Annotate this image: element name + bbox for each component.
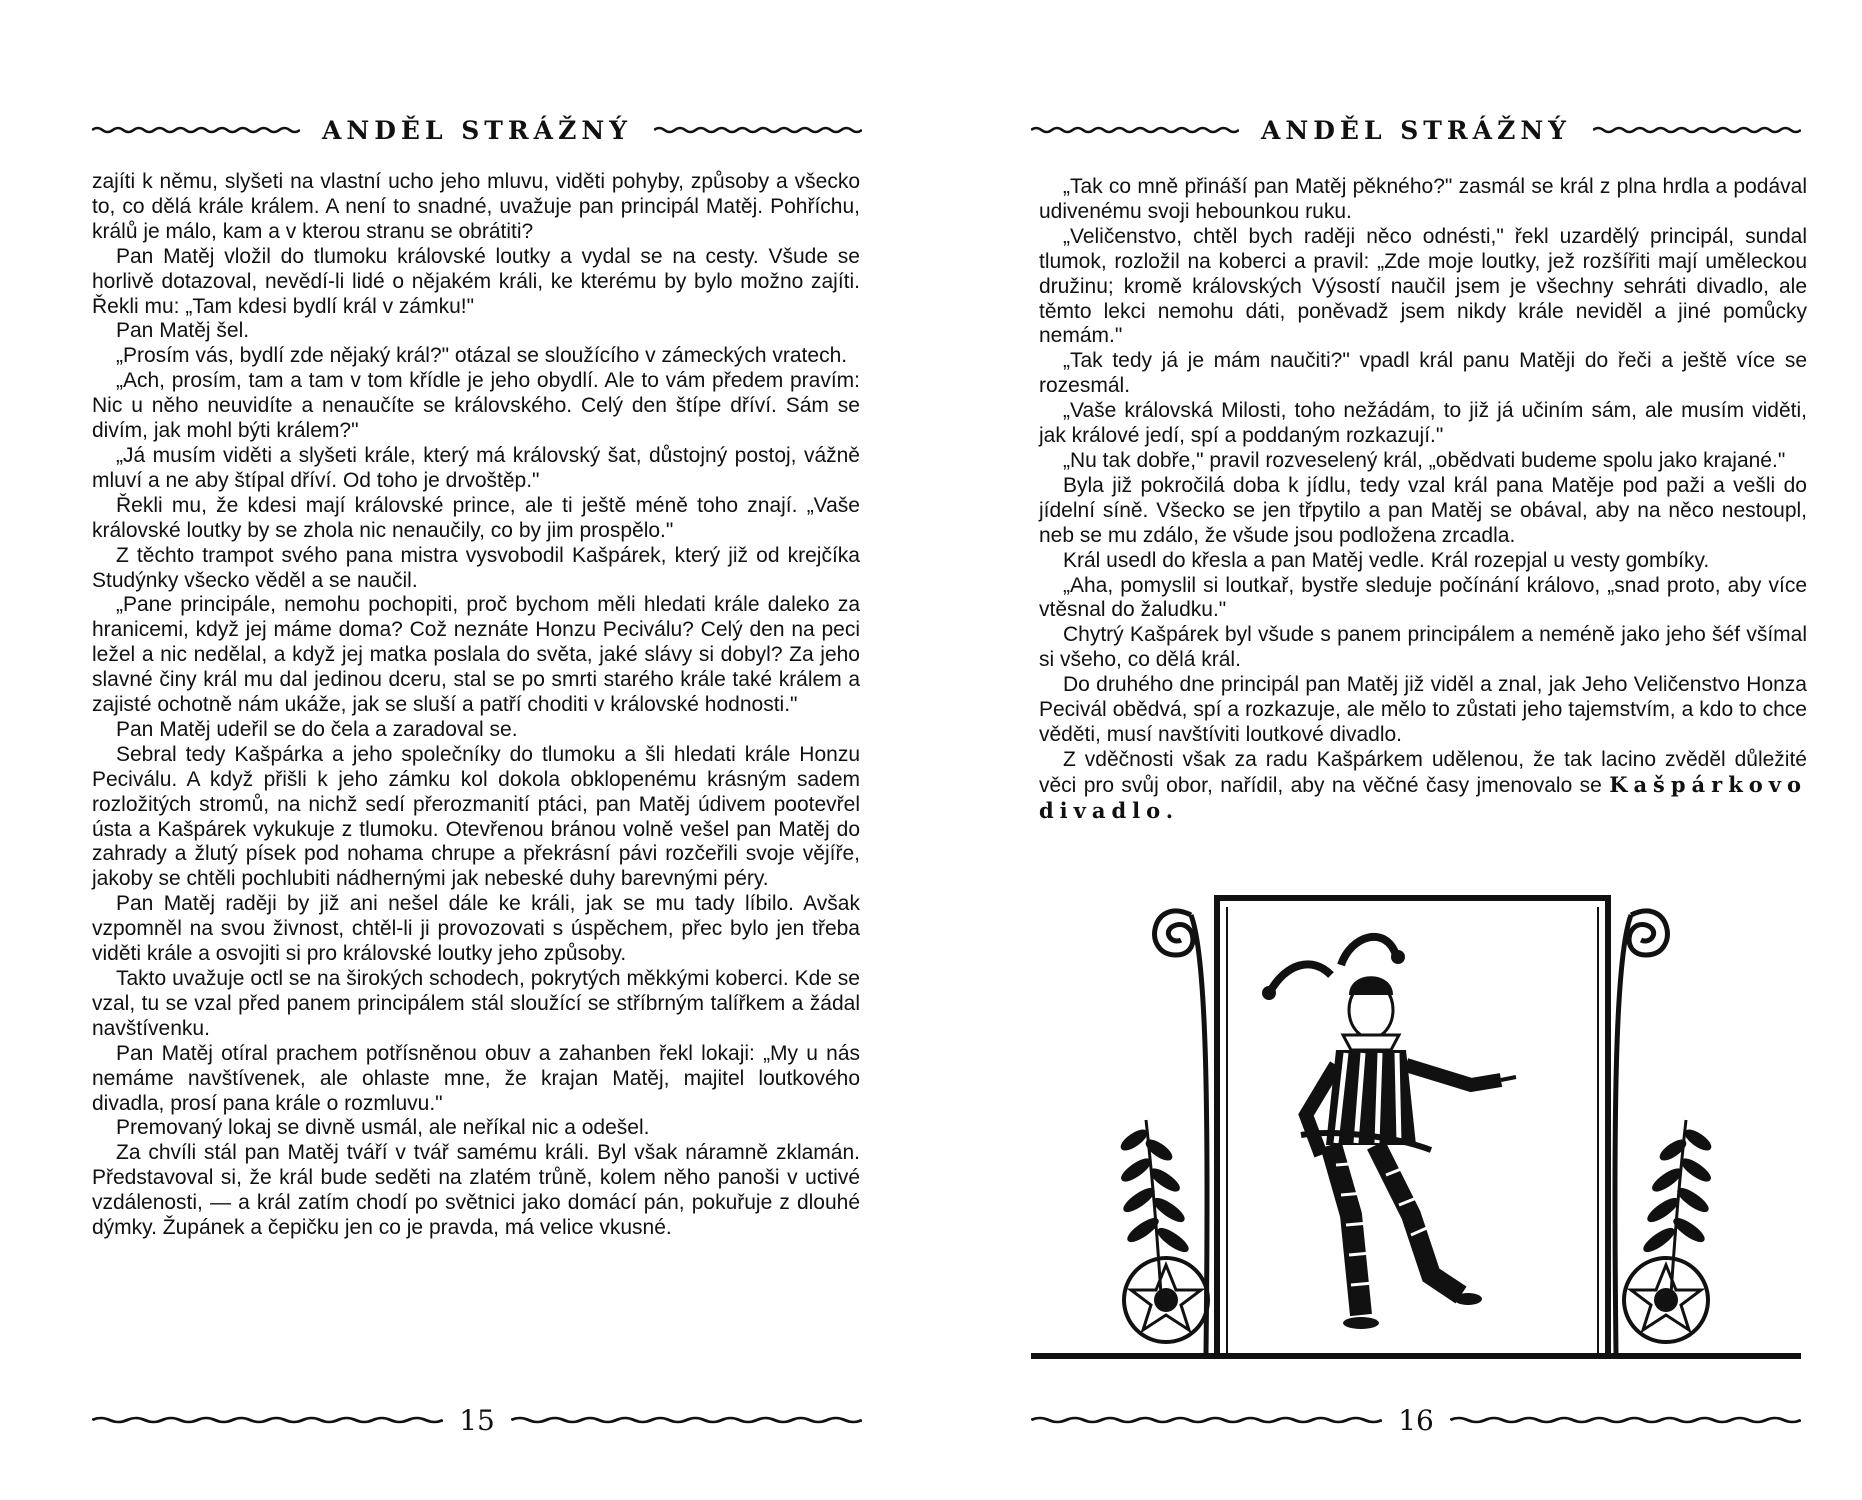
paragraph: Král usedl do křesla a pan Matěj vedle. Král rozepjal u vesty gombíky. [1063, 548, 1710, 572]
jester-figure [1262, 937, 1516, 1329]
paragraph: Pan Matěj vložil do tlumoku královské loutky a vydal se na cesty. Všude se horlivě dotazoval, nevědí-li lidé o nějakém králi, ke kterému by bylo možno zajíti. Řekli mu: „Tam kdesi bydlí král v zámku!" [92, 244, 860, 318]
paragraph: Z těchto trampot svého pana mistra vysvobodil Kašpárek, který již od krejčíka Studýnky všecko věděl a se naučil. [92, 543, 860, 592]
paragraph: Chytrý Kašpárek byl všude s panem principálem a neméně jako jeho šéf všímal si všeho, co dělá král. [1039, 623, 1807, 672]
ornament-rule [1031, 126, 1239, 134]
paragraph: „Veličenstvo, chtěl bych raději něco odnésti," řekl uzardělý principál, sundal tlumok, rozložil na koberci a pravil: „Zde moje loutky, jež rozšířiti mají uměleckou družinu; kromě královských Výsostí naučil jsem je všechny sehráti divadlo, ale těmto lekci nemohu dáti, poněvadž jsem nikdy krále neviděl a jiné pomůcky nemám." [1039, 224, 1807, 348]
paragraph: „Pane principále, nemohu pochopiti, proč bychom měli hledati krále daleko za hranicemi, když jej máme doma? Což neznáte Honzu Peciválu? Celý den na peci ležel a nic nedělal, a když jej matka poslala do světa, jaké slávy si dobyl? Za jeho slavné činy král mu dal jedinou dceru, stal se po smrti starého krále také králem a zajisté ochotně nám ukáže, jak se sluší a patří choditi v královské hodnosti." [92, 593, 860, 717]
ornament-rule [1593, 126, 1801, 134]
paragraph: „Prosím vás, bydlí zde nějaký král?" otázal se sloužícího v zámeckých vratech. [116, 344, 848, 368]
ornament-rule [1031, 1416, 1382, 1424]
paragraph-final [1039, 748, 1807, 825]
ornament-rule [92, 126, 300, 134]
right-body-text [1039, 175, 1807, 825]
left-body-text [92, 170, 860, 1241]
ornament-rule [654, 126, 862, 134]
footer-left [92, 1400, 862, 1440]
paragraph: „Aha, pomyslil si loutkař, bystře sleduje počínání královo, „snad proto, aby více vtěsnal do žaludku." [1039, 573, 1807, 622]
ornament-rule [511, 1416, 862, 1424]
paragraph: Pan Matěj otíral prachem potřísněnou obuv a zahanben řekl lokaji: „My u nás nemáme navštívenek, ale ohlaste mne, že krajan Matěj, majitel loutkového divadla, prosí pana krále o rozmluvu." [92, 1041, 860, 1115]
ornament-rule [1450, 1416, 1801, 1424]
paragraph: Byla již pokročilá doba k jídlu, tedy vzal král pana Matěje pod paži a vešli do jídelní síně. Všecko se jen třpytilo a pan Matěj se obával, aby na něco nestoupl, neb se mu zdálo, že všude jsou podložena zrcadla. [1039, 473, 1807, 547]
page-number: 15 [459, 1403, 495, 1437]
paragraph: „Ach, prosím, tam a tam v tom křídle je jeho obydlí. Ale to vám předem pravím: Nic u něho neuvidíte a nenaučíte se královského. Celý den štípe dříví. Sám se divím, jak mohl býti králem?" [92, 369, 860, 443]
paragraph: zajíti k němu, slyšeti na vlastní ucho jeho mluvu, viděti pohyby, způsoby a všecko to, co dělá krále králem. A není to snadné, uvažuje pan principál Matěj. Pohříchu, králů je málo, kam a v kterou stranu se obrátiti? [92, 170, 860, 243]
paragraph: Pan Matěj udeřil se do čela a zaradoval se. [116, 717, 518, 741]
spaced-ending: Kašpárkovo divadlo. [1039, 771, 1807, 823]
paragraph: „Vaše královská Milosti, toho nežádám, to již já učiním sám, ale musím viděti, jak králové jedí, spí a poddaným rozkazují." [1039, 399, 1807, 448]
paragraph: Pan Matěj raději by již ani nešel dále ke králi, jak se mu tady líbilo. Avšak vzpomněl na svou živnost, chtěl-li ji provozovati s úspěchem, přec bylo jen třeba viděti krále a osvojiti si pro královské loutky jeho způsoby. [92, 892, 860, 966]
footer-right [1031, 1400, 1801, 1440]
paragraph: Premovaný lokaj se divně usmál, ale neříkal nic a odešel. [116, 1116, 650, 1140]
paragraph: „Tak co mně přináší pan Matěj pěkného?" zasmál se král z plna hrdla a podával udivenému svoji hebounkou ruku. [1039, 175, 1807, 223]
paragraph: Do druhého dne principál pan Matěj již viděl a znal, jak Jeho Veličenstvo Honza Pecivál obědvá, spí a rozkazuje, ale mělo to zůstati jeho tajemstvím, a kdo to chce věděti, musí navštíviti loutkové divadlo. [1039, 673, 1807, 746]
paragraph: Za chvíli stál pan Matěj tváří v tvář samému králi. Byl však náramně zklamán. Představoval si, že král bude seděti na zlatém trůně, kolem něho panoši v uctivé vzdálenosti, — a král zatím chodí po světnici jako domácí pán, pokuřuje z dlouhé dýmky. Župánek a čepičku jen co je pravda, má velice vkusné. [92, 1141, 860, 1240]
paragraph: „Tak tedy já je mám naučiti?" vpadl král panu Matěji do řeči a ještě více se rozesmál. [1039, 349, 1807, 398]
running-head-left [92, 110, 862, 150]
jester-illustration-svg [1031, 895, 1801, 1375]
paragraph: Pan Matěj šel. [116, 319, 250, 343]
ornament-rule [92, 1416, 443, 1424]
right-page [931, 0, 1862, 1500]
paragraph: „Já musím viděti a slyšeti krále, který má královský šat, důstojný postoj, vážně mluví a ne aby štípal dříví. Od toho je drvoštěp." [92, 443, 860, 492]
page-number: 16 [1398, 1403, 1434, 1437]
paragraph: „Nu tak dobře," pravil rozveselený král, „obědvati budeme spolu jako krajané." [1063, 448, 1786, 472]
running-head-right [1031, 110, 1801, 150]
paragraph: Sebral tedy Kašpárka a jeho společníky do tlumoku a šli hledati krále Honzu Peciválu. A když přišli k jeho zámku kol dokola obklopenému krásným sadem rozložitých stromů, na nichž sedí přerozmanití ptáci, pan Matěj údivem pootevřel ústa a Kašpárek vykukuje z tlumoku. Otevřenou bránou volně vešel pan Matěj do zahrady a žlutý písek pod nohama chrupe a překrásní pávi rozčeřili svoje vějíře, jakoby se chtěli pochlubiti nádhernými jak nebeské duhy barevnými péry. [92, 742, 860, 891]
paragraph-final-text: Z vděčnosti však za radu Kašpárkem udělenou, že tak lacino zvěděl důležité věci pro svůj obor, nařídil, aby na věčné časy jmenovalo se [1039, 747, 1807, 797]
running-head-title: ANDĚL STRÁŽNÝ [321, 115, 633, 145]
jester-illustration [1031, 895, 1801, 1375]
running-head-title: ANDĚL STRÁŽNÝ [1260, 115, 1572, 145]
paragraph: Řekli mu, že kdesi mají královské prince, ale ti ještě méně toho znají. „Vaše královské loutky by se zhola nic nenaučily, co by jim prospělo." [92, 493, 860, 542]
paragraph: Takto uvažuje octl se na širokých schodech, pokrytých měkkými koberci. Kde se vzal, tu se vzal před panem principálem stál sloužící se stříbrným talířkem a žádal navštívenku. [92, 967, 860, 1040]
